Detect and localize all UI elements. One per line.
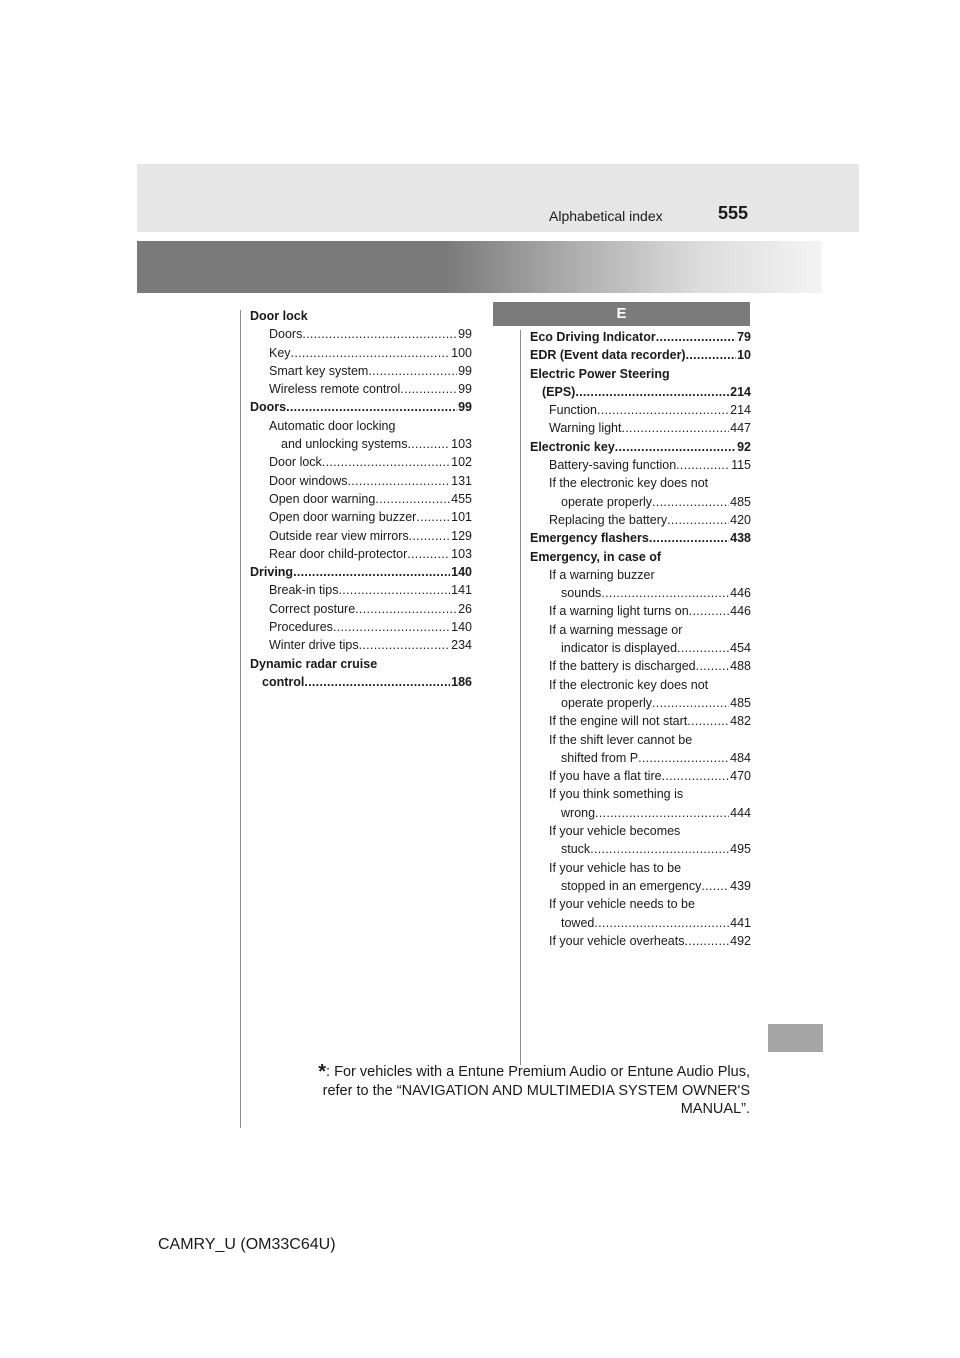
index-entry bbox=[250, 307, 472, 325]
index-entry bbox=[530, 731, 751, 749]
index-entry bbox=[530, 584, 751, 602]
index-entry-label: Doors bbox=[250, 400, 287, 415]
index-entry-label: If your vehicle needs to be bbox=[549, 897, 695, 912]
index-entry-page: 214 bbox=[730, 384, 751, 399]
dot-leader bbox=[696, 657, 730, 675]
thumb-index-tab bbox=[768, 1024, 823, 1052]
index-entry-label: If the electronic key does not bbox=[549, 476, 709, 491]
index-entry-page: 214 bbox=[730, 403, 751, 418]
index-entry bbox=[530, 804, 751, 822]
index-entry-label: If a warning message or bbox=[549, 622, 683, 637]
index-entry-label: Emergency, in case of bbox=[530, 549, 662, 564]
index-entry-label: Procedures bbox=[269, 620, 333, 635]
index-entry-page: 446 bbox=[730, 586, 751, 601]
index-entry-page: 447 bbox=[730, 421, 751, 436]
dot-leader bbox=[416, 508, 450, 526]
index-entry-label: control bbox=[262, 674, 305, 689]
index-entry-label: Emergency flashers bbox=[530, 531, 649, 546]
index-entry bbox=[530, 365, 751, 383]
index-entry-page: 99 bbox=[458, 327, 472, 342]
dot-leader bbox=[597, 401, 729, 419]
index-entry-page: 102 bbox=[451, 455, 472, 470]
index-entry bbox=[250, 545, 472, 563]
index-column-right bbox=[530, 328, 751, 950]
index-entry-label: Electronic key bbox=[530, 439, 615, 454]
index-entry-label: shifted from P bbox=[561, 750, 639, 765]
dot-leader bbox=[590, 840, 729, 858]
index-entry bbox=[530, 840, 751, 858]
index-entry-label: If a warning buzzer bbox=[549, 567, 655, 582]
index-entry bbox=[530, 639, 751, 657]
index-entry-page: 141 bbox=[451, 583, 472, 598]
dot-leader bbox=[662, 767, 730, 785]
index-entry-label: Warning light bbox=[549, 421, 622, 436]
index-entry-page: 92 bbox=[737, 439, 751, 454]
model-code: CAMRY_U (OM33C64U) bbox=[158, 1236, 336, 1253]
index-entry bbox=[530, 877, 751, 895]
index-entry bbox=[250, 563, 472, 581]
dot-leader bbox=[333, 618, 450, 636]
index-entry bbox=[250, 581, 472, 599]
index-entry bbox=[530, 859, 751, 877]
index-entry-label: EDR (Event data recorder) bbox=[530, 348, 686, 363]
dot-leader bbox=[676, 456, 730, 474]
index-entry bbox=[250, 344, 472, 362]
dot-leader bbox=[322, 453, 450, 471]
index-entry-label: Smart key system bbox=[269, 363, 369, 378]
index-entry-label: and unlocking systems bbox=[281, 437, 408, 452]
index-entry-label: If your vehicle becomes bbox=[549, 824, 681, 839]
index-entry-label: Door windows bbox=[269, 473, 348, 488]
index-entry-label: Replacing the battery bbox=[549, 512, 668, 527]
index-entry bbox=[250, 673, 472, 691]
index-entry bbox=[250, 325, 472, 343]
index-entry-label: If your vehicle has to be bbox=[549, 860, 682, 875]
index-entry-page: 115 bbox=[731, 458, 751, 473]
index-entry bbox=[530, 694, 751, 712]
index-entry-label: If the engine will not start bbox=[549, 714, 688, 729]
index-column-left bbox=[250, 307, 472, 691]
index-entry-label: operate properly bbox=[561, 695, 653, 710]
index-entry-label: If you have a flat tire bbox=[549, 769, 662, 784]
index-entry bbox=[530, 657, 751, 675]
index-entry-page: 439 bbox=[730, 878, 751, 893]
index-entry-label: Break-in tips bbox=[269, 583, 339, 598]
index-entry-label: Wireless remote control bbox=[269, 382, 401, 397]
index-entry bbox=[530, 914, 751, 932]
index-entry bbox=[250, 435, 472, 453]
index-entry-label: If you think something is bbox=[549, 787, 684, 802]
index-entry bbox=[530, 401, 751, 419]
index-entry-label: If a warning light turns on bbox=[549, 604, 689, 619]
dot-leader bbox=[407, 545, 450, 563]
index-entry-label: Function bbox=[549, 403, 597, 418]
index-entry-page: 446 bbox=[730, 604, 751, 619]
index-entry bbox=[530, 749, 751, 767]
index-entry-label: Electric Power Steering bbox=[530, 366, 670, 381]
index-entry bbox=[530, 621, 751, 639]
index-entry bbox=[250, 453, 472, 471]
dot-leader bbox=[409, 527, 451, 545]
index-entry bbox=[250, 655, 472, 673]
dot-leader bbox=[687, 712, 729, 730]
index-entry-label: Correct posture bbox=[269, 601, 356, 616]
section-letter-heading: E bbox=[493, 302, 750, 326]
index-entry bbox=[250, 398, 472, 416]
dot-leader bbox=[304, 673, 450, 691]
index-entry-label: Door lock bbox=[250, 309, 308, 323]
index-entry-label: Driving bbox=[250, 565, 294, 580]
index-entry-page: 488 bbox=[730, 659, 751, 674]
page-title: Alphabetical index bbox=[549, 208, 663, 224]
index-entry bbox=[530, 602, 751, 620]
index-entry bbox=[530, 822, 751, 840]
index-entry-page: 441 bbox=[730, 915, 751, 930]
index-entry bbox=[530, 548, 751, 566]
index-entry bbox=[530, 419, 751, 437]
index-entry-page: 140 bbox=[451, 565, 472, 580]
dot-leader bbox=[359, 636, 451, 654]
index-entry bbox=[530, 566, 751, 584]
header-band bbox=[137, 164, 859, 232]
decorative-gradient-bar bbox=[137, 241, 822, 293]
dot-leader bbox=[689, 602, 729, 620]
index-entry-page: 129 bbox=[451, 528, 472, 543]
dot-leader bbox=[649, 529, 729, 547]
index-entry-label: Key bbox=[269, 345, 291, 360]
index-entry-page: 131 bbox=[451, 473, 472, 488]
index-entry-page: 482 bbox=[730, 714, 751, 729]
index-entry bbox=[250, 490, 472, 508]
index-entry-page: 10 bbox=[737, 348, 751, 363]
index-entry-label: Outside rear view mirrors bbox=[269, 528, 409, 543]
index-entry-page: 26 bbox=[458, 601, 472, 616]
index-entry-label: Eco Driving Indicator bbox=[530, 330, 656, 344]
dot-leader bbox=[615, 438, 736, 456]
index-entry bbox=[530, 474, 751, 492]
index-entry bbox=[250, 636, 472, 654]
index-entry-page: 495 bbox=[730, 842, 751, 857]
index-entry bbox=[250, 508, 472, 526]
dot-leader bbox=[291, 344, 451, 362]
index-entry bbox=[250, 600, 472, 618]
dot-leader bbox=[293, 563, 450, 581]
index-entry-page: 234 bbox=[451, 638, 472, 653]
index-entry bbox=[250, 380, 472, 398]
index-entry bbox=[530, 438, 751, 456]
index-entry bbox=[530, 676, 751, 694]
index-entry-label: Dynamic radar cruise bbox=[250, 656, 378, 671]
index-entry-label: Doors bbox=[269, 327, 303, 342]
dot-leader bbox=[622, 419, 730, 437]
index-entry bbox=[530, 712, 751, 730]
dot-leader bbox=[656, 328, 736, 346]
dot-leader bbox=[375, 490, 450, 508]
dot-leader bbox=[638, 749, 729, 767]
dot-leader bbox=[400, 380, 457, 398]
dot-leader bbox=[594, 914, 729, 932]
index-entry-page: 186 bbox=[451, 674, 472, 689]
dot-leader bbox=[652, 694, 729, 712]
dot-leader bbox=[652, 493, 729, 511]
index-entry-page: 444 bbox=[730, 805, 751, 820]
index-entry-page: 79 bbox=[737, 330, 751, 344]
index-entry-page: 438 bbox=[730, 531, 751, 546]
index-entry-label: operate properly bbox=[561, 494, 653, 509]
index-entry-page: 103 bbox=[451, 546, 472, 561]
dot-leader bbox=[286, 398, 457, 416]
dot-leader bbox=[685, 932, 730, 950]
index-entry-page: 485 bbox=[730, 695, 751, 710]
index-entry bbox=[530, 785, 751, 803]
dot-leader bbox=[338, 581, 450, 599]
index-entry-page: 99 bbox=[458, 363, 472, 378]
index-entry bbox=[250, 362, 472, 380]
left-column-rule bbox=[240, 310, 241, 1128]
index-entry-page: 99 bbox=[458, 382, 472, 397]
index-entry bbox=[250, 527, 472, 545]
dot-leader bbox=[677, 639, 729, 657]
page-number: 555 bbox=[718, 203, 749, 223]
footnote-text: : For vehicles with a Entune Premium Audio or Entune Audio Plus, refer to the “NAVIGATION AND MULTIMEDIA SYSTEM OWNER'S MANUAL”. bbox=[322, 1064, 750, 1117]
index-entry-page: 484 bbox=[730, 750, 751, 765]
index-entry-label: Door lock bbox=[269, 455, 322, 470]
index-entry-label: If your vehicle overheats bbox=[549, 933, 685, 948]
index-entry bbox=[250, 618, 472, 636]
dot-leader bbox=[701, 877, 729, 895]
index-entry bbox=[530, 346, 751, 364]
dot-leader bbox=[575, 383, 729, 401]
index-entry-page: 420 bbox=[730, 512, 751, 527]
index-entry-page: 103 bbox=[451, 437, 472, 452]
dot-leader bbox=[601, 584, 729, 602]
index-entry-label: towed bbox=[561, 915, 595, 930]
index-entry-label: Battery-saving function bbox=[549, 458, 677, 473]
index-entry bbox=[530, 895, 751, 913]
index-entry bbox=[530, 383, 751, 401]
index-entry-label: Open door warning buzzer bbox=[269, 510, 417, 525]
index-entry-page: 101 bbox=[451, 510, 472, 525]
index-entry-label: Automatic door locking bbox=[269, 418, 396, 433]
footnote bbox=[288, 1063, 750, 1119]
index-entry-label: If the electronic key does not bbox=[549, 677, 709, 692]
index-entry bbox=[530, 511, 751, 529]
index-entry-label: Open door warning bbox=[269, 491, 376, 506]
index-entry-label: indicator is displayed bbox=[561, 641, 678, 656]
dot-leader bbox=[302, 325, 457, 343]
dot-leader bbox=[595, 804, 729, 822]
index-entry bbox=[530, 456, 751, 474]
index-entry-label: Rear door child-protector bbox=[269, 546, 408, 561]
dot-leader bbox=[667, 511, 729, 529]
dot-leader bbox=[355, 600, 457, 618]
index-entry-label: (EPS) bbox=[542, 384, 576, 399]
dot-leader bbox=[686, 346, 736, 364]
index-entry-page: 455 bbox=[451, 491, 472, 506]
index-entry bbox=[530, 529, 751, 547]
index-entry-label: Winter drive tips bbox=[269, 638, 359, 653]
index-entry-page: 99 bbox=[458, 400, 472, 415]
index-entry bbox=[250, 417, 472, 435]
index-entry-page: 100 bbox=[451, 345, 472, 360]
index-entry bbox=[530, 328, 751, 346]
index-entry bbox=[530, 932, 751, 950]
index-entry-page: 454 bbox=[730, 641, 751, 656]
index-entry-label: If the shift lever cannot be bbox=[549, 732, 693, 747]
index-entry-page: 470 bbox=[730, 769, 751, 784]
dot-leader bbox=[368, 362, 457, 380]
index-entry-label: If the battery is discharged bbox=[549, 659, 696, 674]
index-entry-label: stuck bbox=[561, 842, 591, 857]
index-entry-label: stopped in an emergency bbox=[561, 878, 702, 893]
index-entry-page: 485 bbox=[730, 494, 751, 509]
dot-leader bbox=[348, 472, 451, 490]
index-entry-page: 492 bbox=[730, 933, 751, 948]
middle-column-rule bbox=[520, 330, 521, 1065]
dot-leader bbox=[407, 435, 450, 453]
index-entry bbox=[530, 493, 751, 511]
footnote-marker: * bbox=[318, 1061, 327, 1083]
index-entry-label: sounds bbox=[561, 586, 602, 601]
index-entry-page: 140 bbox=[451, 620, 472, 635]
index-entry bbox=[530, 767, 751, 785]
index-entry-label: wrong bbox=[561, 805, 596, 820]
index-entry bbox=[250, 472, 472, 490]
